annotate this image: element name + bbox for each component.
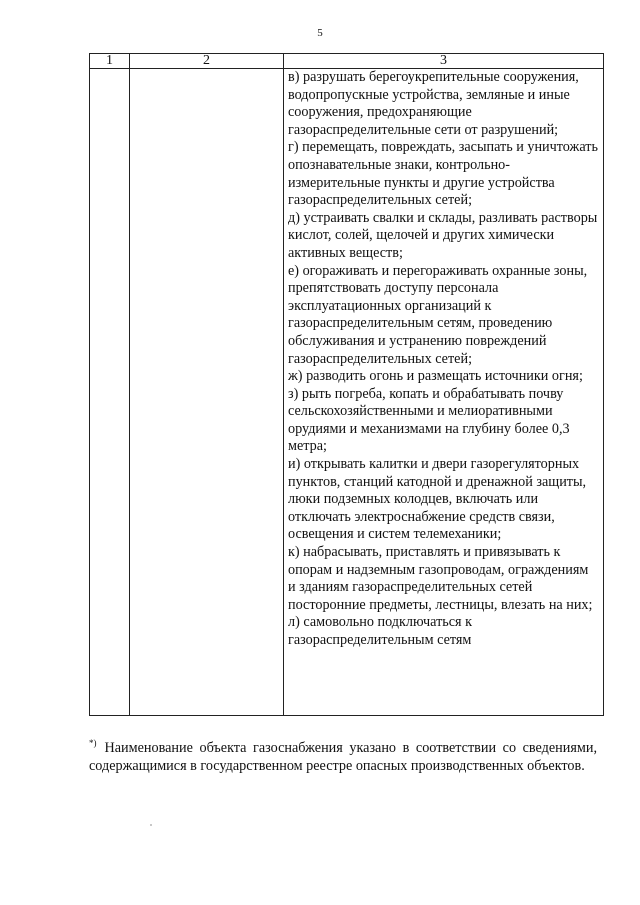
table-header-col-2: 2 (130, 54, 284, 69)
restriction-item-e: е) огораживать и перегораживать охранные зоны, препятствовать доступу персонала эксплуатационных организаций к газораспределительным сетям, проведению обслуживания и устранению повреждений газораспределительных сетей; (288, 262, 588, 367)
table-cell-col-1 (90, 69, 130, 716)
restriction-item-k: к) набрасывать, приставлять и привязывать к опорам и надземным газопроводам, ограждениям и зданиям газораспределительных сетей посторонние предметы, лестницы, влезать на них; (288, 544, 593, 613)
restriction-item-l: л) самовольно подключаться к газораспределительным сетям (288, 614, 473, 648)
scan-artifact-dot (150, 824, 152, 826)
table-cell-col-2 (130, 69, 284, 716)
restriction-item-z: з) рыть погреба, копать и обрабатывать почву сельскохозяйственными и мелиоративными орудиями и механизмами на глубину более 0,3 метра; (288, 385, 570, 455)
table-row (90, 69, 604, 716)
document-table (89, 53, 604, 716)
table-cell-col-3 (284, 69, 604, 716)
restriction-list (284, 69, 603, 650)
table-header-row (90, 54, 604, 69)
table-header-col-3: 3 (284, 54, 604, 69)
restriction-item-g: г) перемещать, повреждать, засыпать и уничтожать опознавательные знаки, контрольно-измерительные пункты и другие устройства газораспределительных сетей; (288, 139, 598, 209)
restriction-item-zh: ж) разводить огонь и размещать источники огня; (288, 368, 583, 385)
restriction-item-d: д) устраивать свалки и склады, разливать растворы кислот, солей, щелочей и других химически активных веществ; (288, 209, 598, 261)
restriction-item-v: в) разрушать берегоукрепительные сооружения, водопропускные устройства, земляные и иные сооружения, предохраняющие газораспределительные сети от разрушений; (288, 69, 579, 138)
footnote-mark: *) (89, 738, 97, 749)
footnote (89, 739, 597, 775)
page-number: 5 (317, 27, 323, 39)
table-header-col-1: 1 (90, 54, 130, 69)
footnote-text: Наименование объекта газоснабжения указано в соответствии со сведениями, содержащимися в государственном реестре опасных производственных объектов. (89, 740, 597, 774)
restriction-item-i: и) открывать калитки и двери газорегуляторных пунктов, станций катодной и дренажной защиты, люки подземных колодцев, включать или отключать электроснабжение средств связи, освещения и систем телемеханики; (288, 456, 587, 543)
